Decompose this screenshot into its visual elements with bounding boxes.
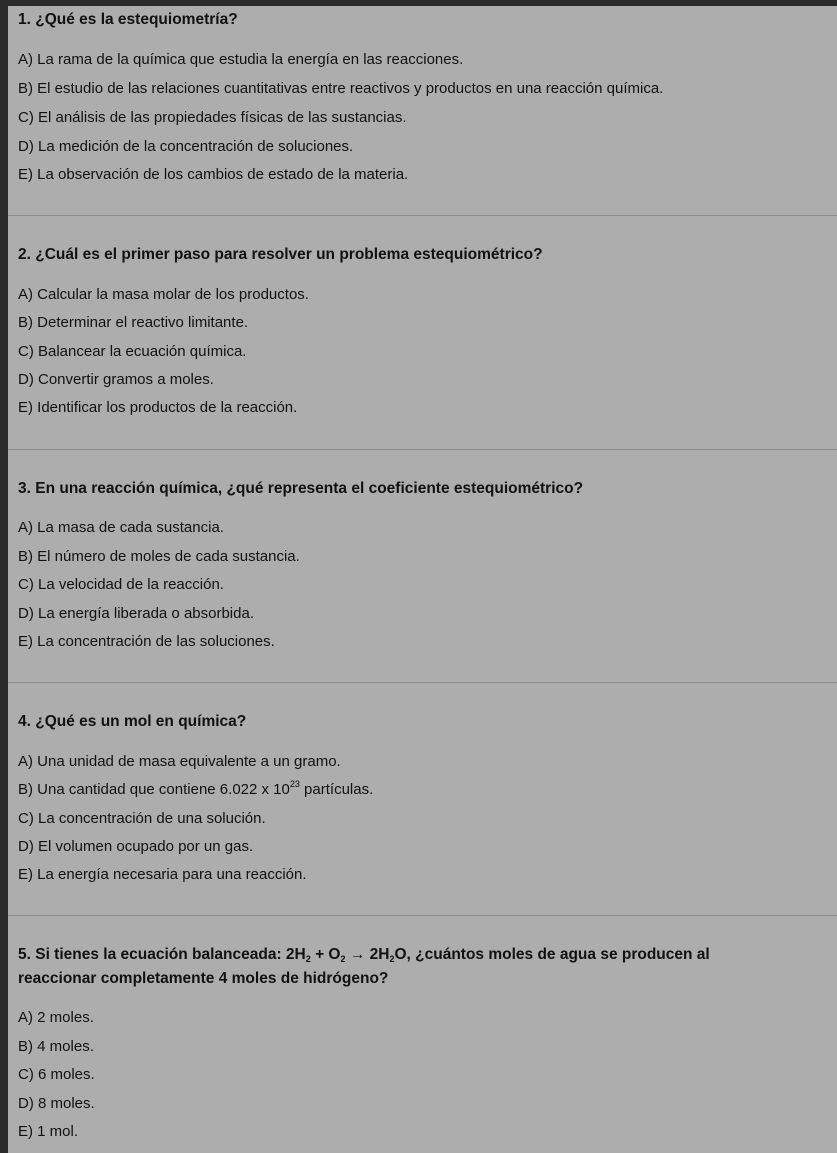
q2-option-e: E) Identificar los productos de la reacción.	[18, 399, 298, 416]
q4-option-c: C) La concentración de una solución.	[18, 810, 266, 827]
q3-option-c: C) La velocidad de la reacción.	[18, 576, 224, 593]
q1-option-b: B) El estudio de las relaciones cuantitativas entre reactivos y productos en una reacción química.	[18, 80, 664, 97]
q4-option-d: D) El volumen ocupado por un gas.	[18, 838, 254, 855]
q5-eq-2h: 2H	[285, 946, 306, 963]
q4-option-b-prefix: B) Una cantidad que contiene 6.022 x 10	[18, 781, 290, 798]
divider	[8, 449, 837, 450]
q5-sub-2: 2	[340, 954, 346, 964]
q1-option-d: D) La medición de la concentración de soluciones.	[18, 138, 354, 155]
q5-prefix: 5. Si tienes la ecuación balanceada:	[18, 946, 286, 963]
q5-suffix: , ¿cuántos moles de agua se producen al	[406, 946, 710, 963]
q1-option-e: E) La observación de los cambios de estado de la materia.	[18, 166, 409, 183]
q2-option-d: D) Convertir gramos a moles.	[18, 371, 214, 388]
divider	[8, 915, 837, 916]
q3-option-a: A) La masa de cada sustancia.	[18, 519, 224, 536]
question-5-title-line2: reaccionar completamente 4 moles de hidrógeno?	[18, 970, 389, 987]
q4-option-e: E) La energía necesaria para una reacción.	[18, 866, 307, 883]
q5-plus-o: + O	[310, 946, 341, 963]
q2-option-a: A) Calcular la masa molar de los productos.	[18, 286, 309, 303]
q5-sub-3: 2	[389, 954, 395, 964]
q5-sub-1: 2	[305, 954, 311, 964]
question-3-title: 3. En una reacción química, ¿qué representa el coeficiente estequiométrico?	[18, 480, 584, 497]
question-5-title-line1	[18, 943, 710, 966]
divider	[8, 215, 837, 216]
q1-option-c: C) El análisis de las propiedades físicas de las sustancias.	[18, 109, 407, 126]
q5-o: O	[394, 946, 407, 963]
question-2-title: 2. ¿Cuál es el primer paso para resolver un problema estequiométrico?	[18, 246, 543, 263]
worksheet	[8, 6, 837, 1153]
q3-option-b: B) El número de moles de cada sustancia.	[18, 548, 300, 565]
q1-option-a: A) La rama de la química que estudia la energía en las reacciones.	[18, 51, 464, 68]
q3-option-d: D) La energía liberada o absorbida.	[18, 605, 254, 622]
q4-option-a: A) Una unidad de masa equivalente a un gramo.	[18, 753, 341, 770]
q4-option-b-exponent: 23	[289, 779, 300, 789]
q4-option-b	[18, 780, 373, 800]
question-4-title: 4. ¿Qué es un mol en química?	[18, 713, 247, 730]
question-1-title: 1. ¿Qué es la estequiometría?	[18, 11, 238, 28]
q2-option-c: C) Balancear la ecuación química.	[18, 343, 247, 360]
divider	[8, 682, 837, 683]
q5-option-c: C) 6 moles.	[18, 1066, 95, 1083]
q4-option-b-suffix: partículas.	[299, 781, 374, 798]
q3-option-e: E) La concentración de las soluciones.	[18, 633, 275, 650]
q5-option-b: B) 4 moles.	[18, 1038, 94, 1055]
q2-option-b: B) Determinar el reactivo limitante.	[18, 314, 249, 331]
q5-arrow-2h: → 2H	[345, 946, 390, 963]
q5-option-d: D) 8 moles.	[18, 1095, 95, 1112]
q5-option-e: E) 1 mol.	[18, 1123, 79, 1140]
q5-option-a: A) 2 moles.	[18, 1009, 94, 1026]
